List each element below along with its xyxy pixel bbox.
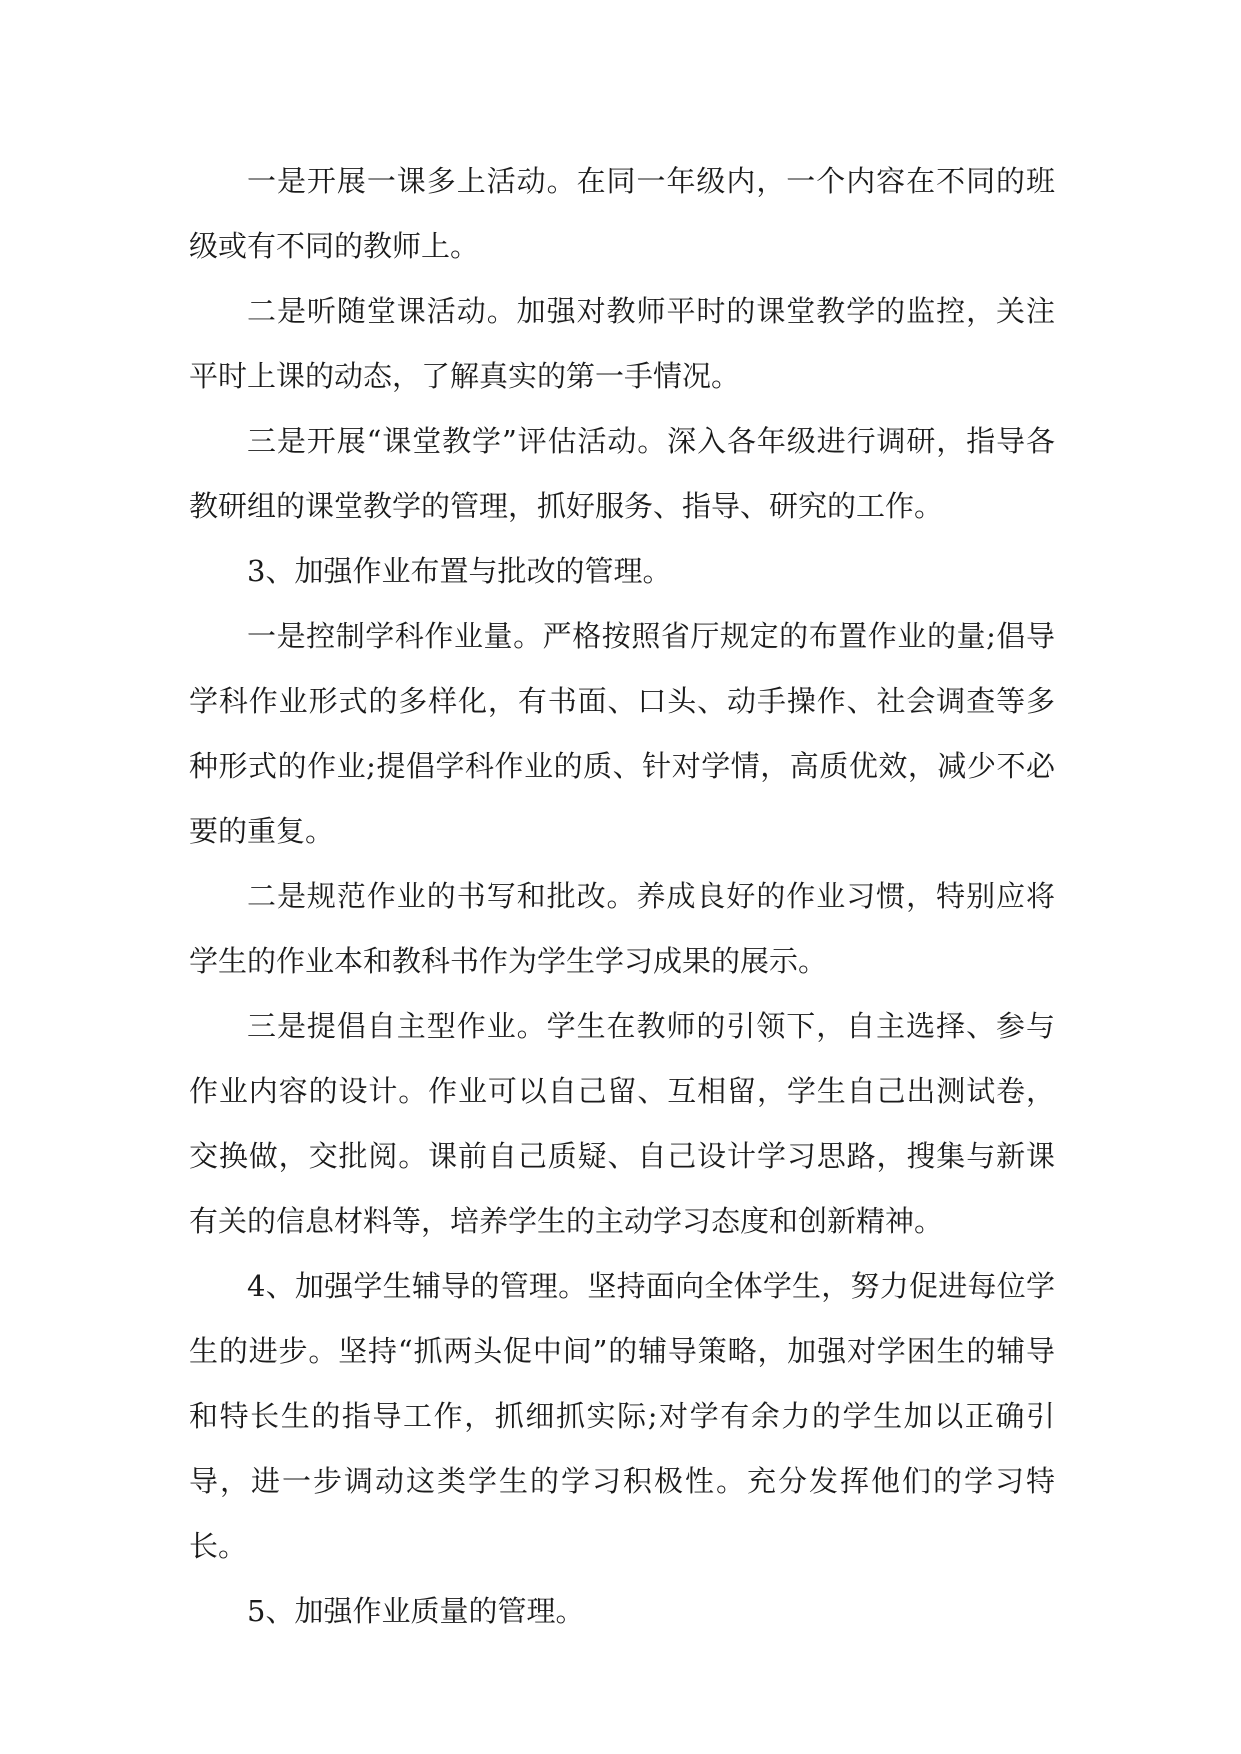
section-heading-3: 3、加强作业布置与批改的管理。 xyxy=(247,554,672,588)
paragraph-6: 三是提倡自主型作业。学生在教师的引领下，自主选择、参与作业内容的设计。作业可以自己留、互相留，学生自己出测试卷，交换做，交批阅。课前自己质疑、自己设计学习思路，搜集与新课有关的信息材料等，培养学生的主动学习态度和创新精神。 xyxy=(189,1009,1055,1238)
paragraph-3: 三是开展“课堂教学”评估活动。深入各年级进行调研，指导各教研组的课堂教学的管理，抓好服务、指导、研究的工作。 xyxy=(189,424,1055,523)
section-heading-5: 5、加强作业质量的管理。 xyxy=(247,1594,585,1628)
paragraph-5: 二是规范作业的书写和批改。养成良好的作业习惯，特别应将学生的作业本和教科书作为学生学习成果的展示。 xyxy=(189,879,1055,978)
paragraph-4: 一是控制学科作业量。严格按照省厅规定的布置作业的量;倡导学科作业形式的多样化，有书面、口头、动手操作、社会调查等多种形式的作业;提倡学科作业的质、针对学情，高质优效，减少不必要的重复。 xyxy=(189,619,1055,848)
document-body xyxy=(189,149,1055,1644)
paragraph-1: 一是开展一课多上活动。在同一年级内，一个内容在不同的班级或有不同的教师上。 xyxy=(189,164,1055,263)
paragraph-2: 二是听随堂课活动。加强对教师平时的课堂教学的监控，关注平时上课的动态，了解真实的第一手情况。 xyxy=(189,294,1055,393)
section-paragraph-4: 4、加强学生辅导的管理。坚持面向全体学生，努力促进每位学生的进步。坚持“抓两头促中间”的辅导策略，加强对学困生的辅导和特长生的指导工作，抓细抓实际;对学有余力的学生加以正确引导，进一步调动这类学生的学习积极性。充分发挥他们的学习特长。 xyxy=(189,1269,1055,1563)
